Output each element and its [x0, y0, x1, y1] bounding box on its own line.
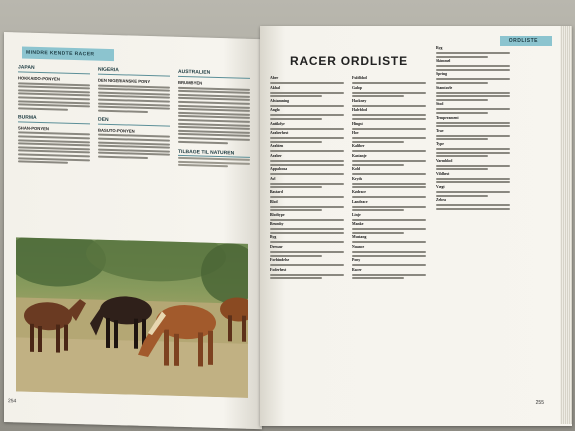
glossary-term — [270, 222, 344, 234]
glossary-term-name: Arabien — [270, 144, 284, 149]
glossary-term — [270, 122, 344, 130]
text-line — [436, 99, 488, 101]
text-line — [270, 274, 344, 276]
page-number: 255 — [535, 400, 544, 406]
text-line — [436, 125, 510, 127]
glossary-term-name: Forbindelse — [270, 258, 290, 263]
text-line — [270, 241, 344, 243]
page-stack-edge — [560, 26, 572, 424]
glossary-term-name: Racer — [352, 267, 362, 272]
glossary-column-1 — [270, 76, 344, 281]
country-heading: BURMA — [18, 114, 90, 124]
text-line — [436, 168, 488, 170]
text-line — [352, 183, 426, 185]
glossary-term — [352, 144, 426, 152]
text-line — [436, 195, 488, 197]
horses-illustration — [16, 237, 248, 397]
text-line — [270, 95, 322, 97]
text-line — [436, 108, 510, 110]
text-line — [352, 241, 426, 243]
glossary-term — [352, 190, 426, 198]
text-line — [352, 92, 426, 94]
glossary-term — [352, 122, 426, 130]
glossary-term-name: Type — [436, 141, 444, 146]
text-line — [18, 107, 68, 110]
glossary-term-name: Stamtavle — [436, 85, 453, 90]
text-line — [270, 228, 344, 230]
text-line — [352, 274, 426, 276]
text-line — [352, 128, 426, 130]
glossary-term-name: Fuldblod — [352, 76, 367, 80]
glossary-term-name: Ryg — [436, 46, 443, 50]
text-line — [270, 232, 344, 234]
page-number: 254 — [8, 398, 17, 405]
text-line — [270, 105, 344, 107]
open-book — [4, 32, 572, 422]
glossary-term — [436, 185, 510, 197]
glossary-term — [270, 99, 344, 107]
text-line — [352, 141, 404, 143]
page-title: RACER ORDLISTE — [290, 54, 408, 68]
horses-photo — [16, 237, 248, 397]
text-line — [270, 219, 344, 221]
text-line — [352, 255, 426, 257]
right-page — [260, 26, 572, 426]
text-line — [270, 196, 344, 198]
glossary-term — [436, 198, 510, 210]
text-line — [436, 69, 510, 71]
glossary-term — [436, 46, 510, 58]
glossary-term-name: Aber — [270, 76, 279, 80]
glossary-term — [436, 72, 510, 84]
text-line — [270, 173, 344, 175]
box-title: TILBAGE TIL NATUREN — [178, 148, 250, 157]
column-australien — [178, 69, 250, 170]
text-line — [270, 183, 344, 185]
glossary-term-name: Kryds — [352, 176, 363, 181]
text-line — [352, 206, 426, 208]
glossary-term-name: Anglo — [270, 108, 280, 113]
glossary-term-name: Vildhest — [436, 171, 450, 176]
text-line — [270, 277, 322, 279]
glossary-term-name: Vægt — [436, 185, 445, 190]
glossary-term — [270, 213, 344, 221]
column-japan — [18, 64, 90, 166]
text-line — [270, 209, 322, 211]
country-heading: JAPAN — [18, 64, 90, 74]
left-page — [4, 32, 262, 429]
text-line — [352, 228, 426, 230]
text-line — [436, 181, 510, 183]
breed-name: SHAN-PONYEN — [18, 125, 49, 132]
glossary-term — [270, 144, 344, 152]
glossary-term — [270, 131, 344, 143]
text-line — [270, 118, 322, 120]
text-line — [352, 219, 426, 221]
text-line — [178, 140, 228, 143]
column-nigeria — [98, 67, 170, 162]
text-line — [436, 65, 510, 67]
glossary-term — [270, 268, 344, 280]
text-line — [352, 114, 426, 116]
glossary-term-name: Blod — [270, 199, 278, 204]
glossary-term — [352, 245, 426, 257]
text-line — [436, 138, 488, 140]
text-line — [436, 82, 488, 84]
glossary-term — [436, 86, 510, 101]
country-heading: DEN — [98, 116, 170, 126]
glossary-term — [270, 86, 344, 98]
text-line — [270, 255, 322, 257]
glossary-term — [436, 172, 510, 184]
text-line — [352, 264, 426, 266]
glossary-term — [352, 200, 426, 212]
text-line — [436, 122, 510, 124]
text-line — [436, 92, 510, 94]
text-line — [436, 95, 510, 97]
glossary-column-3 — [436, 46, 510, 211]
glossary-term-name: Spring — [436, 72, 447, 77]
glossary-term-name: Pony — [352, 258, 361, 263]
glossary-term — [352, 258, 426, 266]
glossary-term — [270, 76, 344, 84]
breed-name: HOKKAIDO-PONYEN — [18, 75, 60, 82]
glossary-term-name: Brumby — [270, 222, 284, 227]
glossary-term-name: Kaliber — [352, 144, 365, 149]
glossary-term-name: Avl — [270, 176, 276, 181]
glossary-term-name: Kold — [352, 167, 361, 172]
text-line — [436, 208, 510, 210]
left-columns — [18, 64, 252, 246]
glossary-term-name: Galop — [352, 85, 362, 90]
glossary-term — [436, 116, 510, 128]
glossary-term-name: Skimmel — [436, 59, 451, 64]
glossary-term-name: Varmblod — [436, 158, 453, 163]
text-line — [352, 186, 426, 188]
glossary-term — [352, 99, 426, 107]
glossary-term-name: Landrace — [352, 199, 368, 204]
glossary-term-name: Dressur — [270, 245, 283, 250]
glossary-term-name: Hov — [352, 131, 359, 136]
text-line — [436, 178, 510, 180]
glossary-term — [352, 154, 426, 166]
text-line — [436, 52, 510, 54]
glossary-term — [436, 159, 510, 171]
text-line — [436, 112, 488, 114]
text-line — [270, 206, 344, 208]
country-heading: AUSTRALIEN — [178, 69, 250, 79]
glossary-term-name: Temperament — [436, 115, 459, 120]
glossary-term-name: Akhal — [270, 85, 280, 90]
glossary-term-name: Trav — [436, 128, 444, 133]
text-line — [352, 95, 404, 97]
breed-name: BASUTO-PONYEN — [98, 127, 135, 134]
text-line — [18, 160, 68, 163]
glossary-term-name: Halvblod — [352, 108, 367, 113]
glossary-term-name: Antikdyr — [270, 121, 285, 126]
glossary-term — [270, 190, 344, 198]
glossary-term-name: Foderhest — [270, 267, 287, 272]
text-line — [352, 209, 404, 211]
text-line — [436, 155, 488, 157]
section-header: MINDRE KENDTE RACER — [22, 47, 114, 62]
glossary-term — [270, 245, 344, 257]
text-line — [270, 141, 322, 143]
glossary-term-name: Hackney — [352, 98, 367, 103]
text-line — [352, 173, 426, 175]
text-line — [352, 196, 426, 198]
glossary-term — [352, 167, 426, 175]
text-line — [436, 204, 510, 206]
text-line — [98, 156, 148, 159]
text-line — [436, 135, 510, 137]
text-line — [352, 137, 426, 139]
glossary-term-name: Kødrace — [352, 189, 366, 194]
glossary-term-name: Stod — [436, 102, 444, 107]
text-line — [178, 164, 228, 167]
glossary-term-name: Appaloosa — [270, 167, 288, 172]
text-line — [436, 165, 510, 167]
glossary-term — [352, 213, 426, 221]
glossary-term — [270, 154, 344, 166]
breed-name: BRUMBYEN — [178, 79, 203, 86]
text-line — [270, 114, 344, 116]
text-line — [270, 150, 344, 152]
glossary-term — [352, 131, 426, 143]
text-line — [98, 109, 148, 112]
glossary-term — [270, 235, 344, 243]
glossary-term-name: Kastanje — [352, 153, 367, 158]
glossary-term — [352, 268, 426, 280]
glossary-term-name: Zebra — [436, 198, 446, 203]
text-line — [436, 148, 510, 150]
glossary-term-name: Manke — [352, 222, 364, 227]
text-line — [270, 264, 344, 266]
glossary-term — [436, 142, 510, 157]
text-line — [436, 56, 488, 58]
text-line — [352, 118, 426, 120]
country-heading: NIGERIA — [98, 67, 170, 77]
text-line — [352, 105, 426, 107]
glossary-column-2 — [352, 76, 426, 281]
glossary-term — [352, 222, 426, 234]
text-line — [436, 191, 510, 193]
glossary-term-name: Nuance — [352, 245, 365, 250]
glossary-term — [352, 235, 426, 243]
text-line — [270, 160, 344, 162]
glossary-term-name: Byg — [270, 235, 277, 240]
text-line — [270, 137, 344, 139]
text-line — [352, 150, 426, 152]
text-line — [352, 232, 404, 234]
text-line — [270, 186, 322, 188]
glossary-term — [270, 200, 344, 212]
glossary-term-name: Linje — [352, 212, 361, 217]
glossary-term — [352, 108, 426, 120]
glossary-term — [352, 86, 426, 98]
glossary-term — [270, 108, 344, 120]
glossary-term — [270, 167, 344, 175]
text-line — [352, 82, 426, 84]
text-line — [352, 160, 426, 162]
glossary-term-name: Hingst — [352, 121, 363, 126]
glossary-term-name: Araberhest — [270, 131, 289, 136]
glossary-term — [436, 129, 510, 141]
glossary-term-name: Bastard — [270, 189, 283, 194]
text-line — [270, 92, 344, 94]
text-line — [436, 78, 510, 80]
text-line — [270, 128, 344, 130]
glossary-term-name: Blodtype — [270, 212, 285, 217]
glossary-term — [352, 177, 426, 189]
text-line — [436, 152, 510, 154]
text-line — [270, 164, 344, 166]
glossary-term — [436, 102, 510, 114]
glossary-term-name: Mustang — [352, 235, 367, 240]
glossary-term-name: Araber — [270, 153, 282, 158]
running-head: ORDLISTE — [508, 38, 538, 44]
breed-name: DEN NIGERIANSKE PONY — [98, 77, 151, 85]
text-line — [352, 277, 404, 279]
glossary-term — [436, 59, 510, 71]
glossary-term — [270, 177, 344, 189]
text-line — [270, 82, 344, 84]
text-line — [352, 164, 404, 166]
glossary-term-name: Afstamning — [270, 98, 289, 103]
glossary-term — [352, 76, 426, 84]
glossary-term — [270, 258, 344, 266]
text-line — [352, 251, 426, 253]
text-line — [270, 251, 344, 253]
